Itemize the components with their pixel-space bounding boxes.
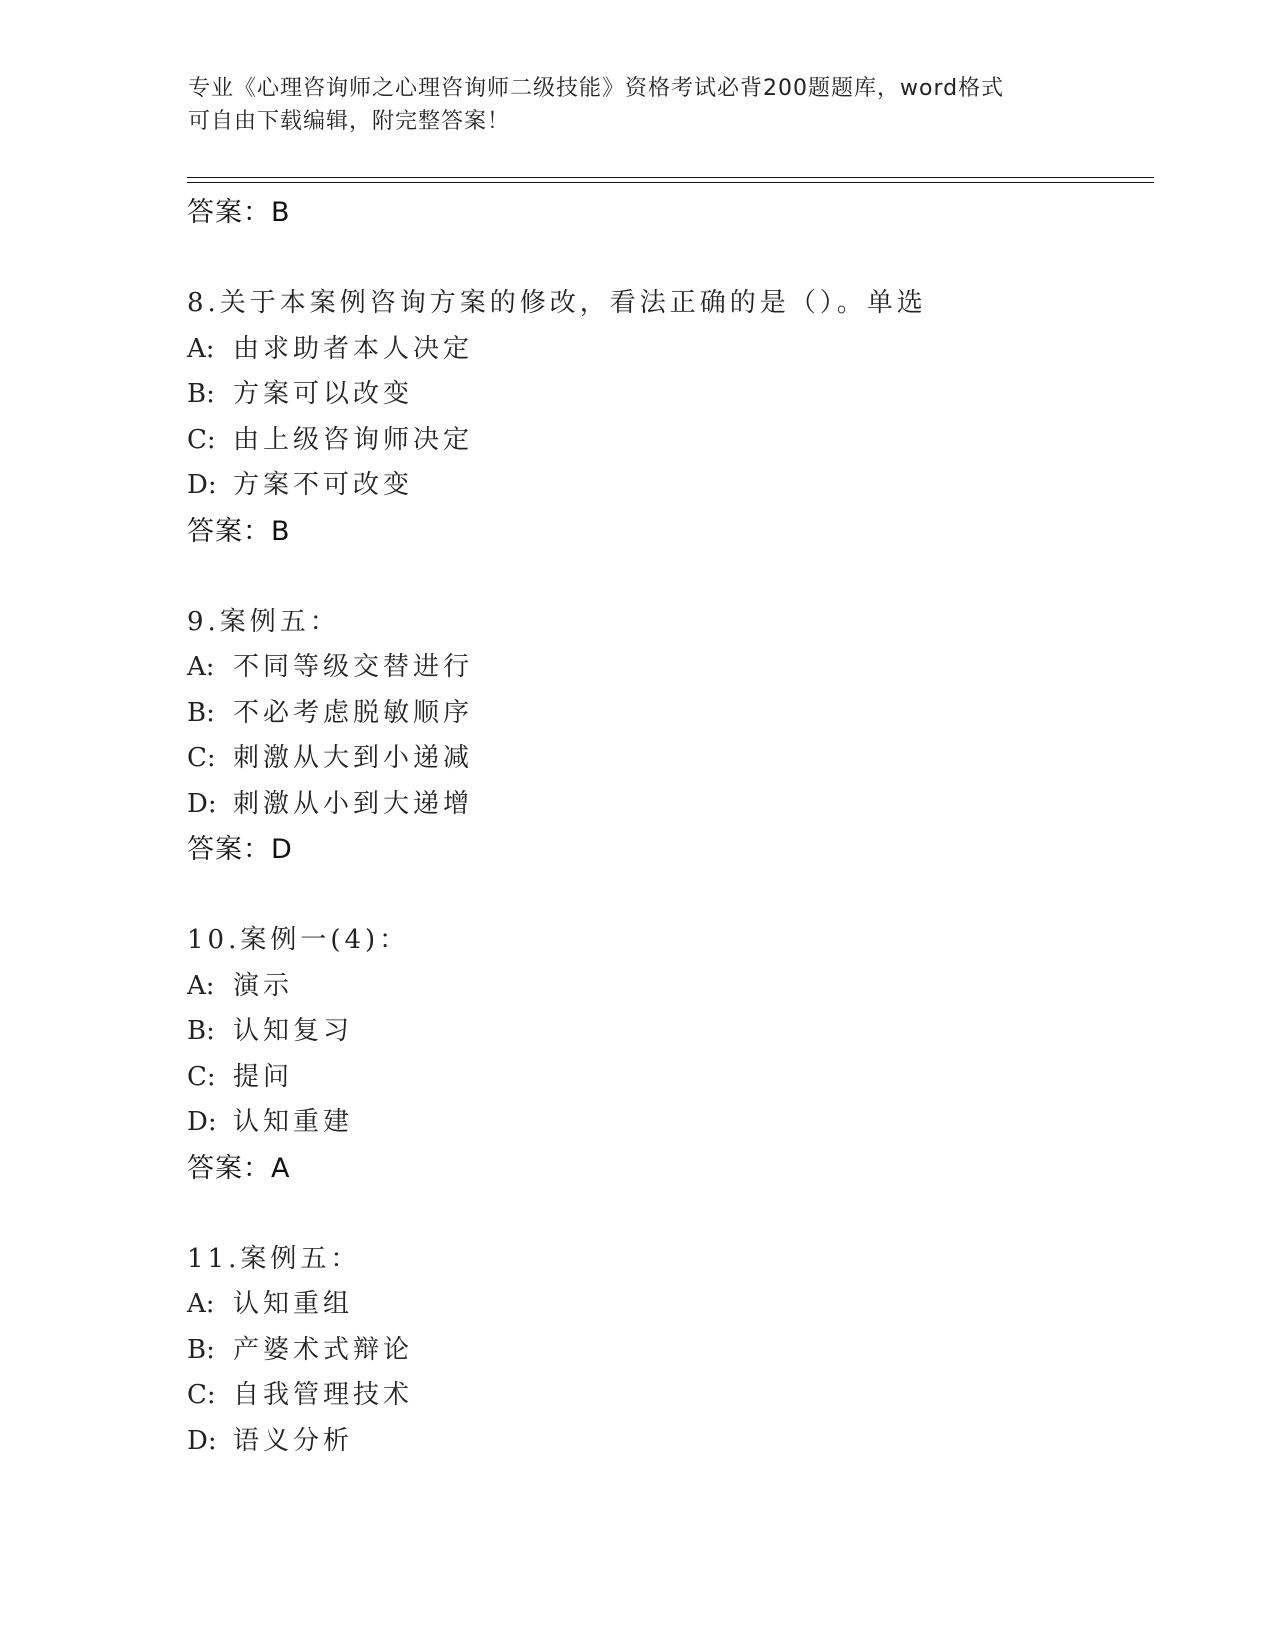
- option-d: [187, 1419, 1147, 1465]
- option-text: 刺激从大到小递减: [233, 743, 474, 773]
- answer-line: 答案：B: [187, 197, 291, 228]
- option-text: 认知重建: [233, 1107, 354, 1137]
- option-text: 由上级咨询师决定: [233, 424, 474, 455]
- option-letter: A:: [187, 652, 215, 682]
- option-letter: D:: [187, 788, 217, 819]
- option-letter: A:: [187, 333, 215, 364]
- question-list: [187, 190, 1147, 1464]
- option-text: 由求助者本人决定: [233, 333, 474, 364]
- option-letter: C:: [187, 1061, 216, 1092]
- question-stem: 8.关于本案例咨询方案的修改，看法正确的是（）。单选: [187, 288, 927, 318]
- option-letter: D:: [187, 1107, 217, 1137]
- option-letter: B:: [187, 379, 215, 409]
- header-divider-thin: [187, 177, 1154, 178]
- option-letter: B:: [187, 1016, 215, 1046]
- option-c: [187, 1373, 1147, 1419]
- option-text: 认知复习: [233, 1016, 354, 1046]
- answer-line: 答案：B: [187, 515, 291, 547]
- option-letter: C:: [187, 743, 216, 773]
- option-text: 认知重组: [233, 1289, 354, 1319]
- option-text: 方案可以改变: [233, 379, 414, 409]
- option-text: 提问: [233, 1061, 294, 1092]
- question-block: [187, 918, 1147, 1191]
- option-b: [187, 691, 1147, 737]
- document-header: [188, 72, 1088, 138]
- option-letter: B:: [187, 1334, 215, 1365]
- option-text: 语义分析: [233, 1425, 354, 1456]
- option-a: [187, 1282, 1147, 1328]
- question-block: [187, 600, 1147, 873]
- header-line-2: 可自由下载编辑，附完整答案！: [188, 109, 511, 134]
- option-b: [187, 372, 1147, 418]
- option-a: [187, 327, 1147, 373]
- question-stem: 9.案例五：: [187, 606, 340, 637]
- option-b: [187, 1009, 1147, 1055]
- option-text: 方案不可改变: [233, 470, 414, 500]
- question-stem: 10.案例一(4)：: [187, 925, 410, 955]
- option-text: 不必考虑脱敏顺序: [233, 697, 474, 728]
- header-divider-thick: [187, 182, 1154, 183]
- option-d: [187, 463, 1147, 509]
- option-letter: C:: [187, 1380, 216, 1410]
- option-text: 刺激从小到大递增: [233, 788, 474, 819]
- option-letter: A:: [187, 970, 215, 1001]
- option-text: 自我管理技术: [233, 1380, 414, 1410]
- option-b: [187, 1328, 1147, 1374]
- option-letter: D:: [187, 1425, 217, 1456]
- question-block: [187, 281, 1147, 554]
- option-text: 演示: [233, 970, 294, 1001]
- option-c: [187, 1055, 1147, 1101]
- option-a: [187, 645, 1147, 691]
- option-letter: D:: [187, 470, 217, 500]
- option-c: [187, 736, 1147, 782]
- option-text: 不同等级交替进行: [233, 652, 474, 682]
- option-letter: C:: [187, 424, 216, 455]
- question-stem: 11.案例五：: [187, 1243, 361, 1274]
- answer-line: 答案：D: [187, 834, 293, 865]
- header-line-1: 专业《心理咨询师之心理咨询师二级技能》资格考试必背200题题库，word格式: [188, 76, 1005, 101]
- option-letter: A:: [187, 1289, 215, 1319]
- option-d: [187, 1100, 1147, 1146]
- answer-line: 答案：A: [187, 1152, 291, 1184]
- question-block: [187, 1237, 1147, 1465]
- option-text: 产婆术式辩论: [233, 1334, 414, 1365]
- option-d: [187, 782, 1147, 828]
- option-a: [187, 964, 1147, 1010]
- option-c: [187, 418, 1147, 464]
- option-letter: B:: [187, 697, 215, 728]
